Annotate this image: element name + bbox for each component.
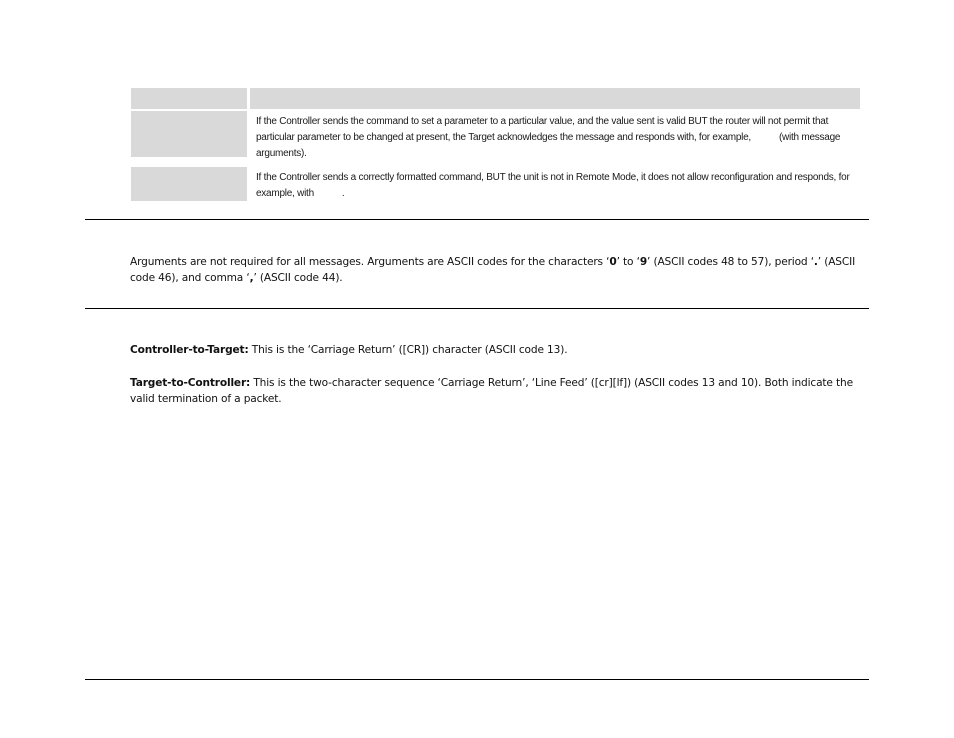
c2t-text: This is the ‘Carriage Return’ ([CR]) character (ASCII code 13). xyxy=(248,344,568,356)
arguments-text: ’ (ASCII codes 48 to 57), period ‘ xyxy=(647,256,814,268)
row2-text-a: If the Controller sends a correctly formatted command, BUT the unit is not in Remote Mode, it does not allow reconfiguration and responds, for example, with xyxy=(256,172,850,199)
char-9: 9 xyxy=(639,256,648,268)
response-table xyxy=(131,88,860,207)
row2-text-b: . xyxy=(341,188,345,199)
row1-text-a: If the Controller sends the command to set a parameter to a particular value, and the value sent is valid BUT the router will not permit that particular parameter to be changed at present, the Target acknowledges the message and responds with, for example, xyxy=(256,116,829,143)
header-cell-right xyxy=(250,88,860,109)
t2c-label: Target-to-Controller: xyxy=(130,377,251,389)
controller-to-target-paragraph xyxy=(130,342,870,358)
char-comma: , xyxy=(249,272,254,284)
target-to-controller-paragraph xyxy=(130,375,870,407)
arguments-paragraph xyxy=(130,254,870,286)
section-divider xyxy=(85,308,869,309)
section-divider xyxy=(85,219,869,220)
footer-divider xyxy=(85,679,869,680)
row-label-cell xyxy=(131,167,247,201)
row-description xyxy=(250,111,860,165)
char-0: 0 xyxy=(609,256,617,268)
c2t-label: Controller-to-Target: xyxy=(130,344,249,356)
arguments-text: ’ to ‘ xyxy=(616,256,640,268)
arguments-text: Arguments are not required for all messages. Arguments are ASCII codes for the characters ‘ xyxy=(130,256,610,268)
table-row xyxy=(131,111,860,165)
row1-text-b: (with message arguments). xyxy=(256,132,841,159)
header-cell-left xyxy=(131,88,247,109)
arguments-text: ’ (ASCII code 46), and comma ‘ xyxy=(130,256,856,284)
table-header-row xyxy=(131,88,860,109)
t2c-text: This is the two-character sequence ‘Carriage Return’, ‘Line Feed’ ([cr][lf]) (ASCII codes 13 and 10). Both indicate the valid termination of a packet. xyxy=(130,377,853,405)
row-label-cell xyxy=(131,111,247,157)
row-description xyxy=(250,167,860,205)
table-row xyxy=(131,167,860,205)
char-period: . xyxy=(813,256,818,268)
arguments-text: ’ (ASCII code 44). xyxy=(253,272,343,284)
